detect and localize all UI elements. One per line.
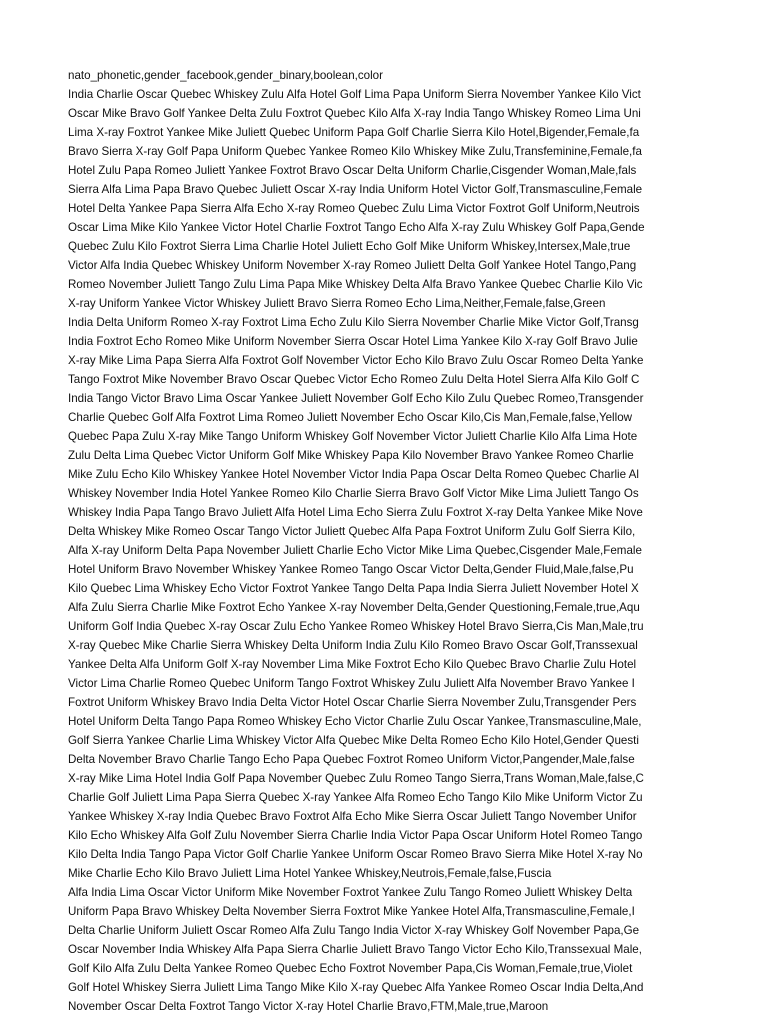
- csv-row-20: Zulu Delta Lima Quebec Victor Uniform Golf Mike Whiskey Papa Kilo November Bravo Yankee Romeo Charlie: [68, 449, 634, 462]
- csv-row-34: Hotel Uniform Delta Tango Papa Romeo Whiskey Echo Victor Charlie Zulu Oscar Yankee,Transmasculine,Male,: [68, 715, 642, 728]
- csv-row-11: Romeo November Juliett Tango Zulu Lima Papa Mike Whiskey Delta Alfa Bravo Yankee Quebec Charlie Kilo Vic: [68, 278, 643, 291]
- csv-row-28: Alfa Zulu Sierra Charlie Mike Foxtrot Echo Yankee X-ray November Delta,Gender Questioning,Female,true,Aqu: [68, 601, 640, 614]
- csv-row-14: India Foxtrot Echo Romeo Mike Uniform November Sierra Oscar Hotel Lima Yankee Kilo X-ray Golf Bravo Julie: [68, 335, 638, 348]
- csv-document: [68, 66, 702, 1016]
- csv-row-22: Whiskey November India Hotel Yankee Romeo Kilo Charlie Sierra Bravo Golf Victor Mike Lima Juliett Tango Os: [68, 487, 639, 500]
- csv-row-29: Uniform Golf India Quebec X-ray Oscar Zulu Echo Yankee Romeo Whiskey Hotel Bravo Sierra,Cis Man,Male,tru: [68, 620, 644, 633]
- csv-row-18: Charlie Quebec Golf Alfa Foxtrot Lima Romeo Juliett November Echo Oscar Kilo,Cis Man,Female,false,Yellow: [68, 411, 633, 424]
- csv-row-31: Yankee Delta Alfa Uniform Golf X-ray November Lima Mike Foxtrot Echo Kilo Quebec Bravo Charlie Zulu Hotel: [68, 658, 637, 671]
- csv-row-9: Quebec Zulu Kilo Foxtrot Sierra Lima Charlie Hotel Juliett Echo Golf Mike Uniform Whiskey,Intersex,Male,true: [68, 240, 631, 253]
- csv-row-47: Golf Kilo Alfa Zulu Delta Yankee Romeo Quebec Echo Foxtrot November Papa,Cis Woman,Female,true,Violet: [68, 962, 633, 975]
- csv-row-37: X-ray Mike Lima Hotel India Golf Papa November Quebec Zulu Romeo Tango Sierra,Trans Woman,Male,false,C: [68, 772, 644, 785]
- csv-row-16: Tango Foxtrot Mike November Bravo Oscar Quebec Victor Echo Romeo Zulu Delta Hotel Sierra Alfa Kilo Golf C: [68, 373, 640, 386]
- csv-row-1: India Charlie Oscar Quebec Whiskey Zulu Alfa Hotel Golf Lima Papa Uniform Sierra November Yankee Kilo Vict: [68, 88, 641, 101]
- csv-row-2: Oscar Mike Bravo Golf Yankee Delta Zulu Foxtrot Quebec Kilo Alfa X-ray India Tango Whiskey Romeo Lima Uni: [68, 107, 641, 120]
- csv-row-19: Quebec Papa Zulu X-ray Mike Tango Uniform Whiskey Golf November Victor Juliett Charlie Kilo Alfa Lima Hote: [68, 430, 638, 443]
- csv-row-49: November Oscar Delta Foxtrot Tango Victor X-ray Hotel Charlie Bravo,FTM,Male,true,Maroon: [68, 1000, 549, 1013]
- csv-row-15: X-ray Mike Lima Papa Sierra Alfa Foxtrot Golf November Victor Echo Kilo Bravo Zulu Oscar Romeo Delta Yanke: [68, 354, 644, 367]
- csv-row-38: Charlie Golf Juliett Lima Papa Sierra Quebec X-ray Yankee Alfa Romeo Echo Tango Kilo Mike Uniform Victor Zu: [68, 791, 643, 804]
- csv-row-33: Foxtrot Uniform Whiskey Bravo India Delta Victor Hotel Oscar Charlie Sierra November Zulu,Transgender Pers: [68, 696, 637, 709]
- csv-row-23: Whiskey India Papa Tango Bravo Juliett Alfa Hotel Lima Echo Sierra Zulu Foxtrot X-ray Delta Yankee Mike Nove: [68, 506, 643, 519]
- csv-row-36: Delta November Bravo Charlie Tango Echo Papa Quebec Foxtrot Romeo Uniform Victor,Pangender,Male,false: [68, 753, 635, 766]
- csv-row-43: Alfa India Lima Oscar Victor Uniform Mike November Foxtrot Yankee Zulu Tango Romeo Juliett Whiskey Delta: [68, 886, 633, 899]
- csv-row-39: Yankee Whiskey X-ray India Quebec Bravo Foxtrot Alfa Echo Mike Sierra Oscar Juliett Tango November Unifor: [68, 810, 637, 823]
- csv-row-30: X-ray Quebec Mike Charlie Sierra Whiskey Delta Uniform India Zulu Kilo Romeo Bravo Oscar Golf,Transsexual: [68, 639, 638, 652]
- csv-row-35: Golf Sierra Yankee Charlie Lima Whiskey Victor Alfa Quebec Mike Delta Romeo Echo Kilo Hotel,Gender Questi: [68, 734, 639, 747]
- csv-row-24: Delta Whiskey Mike Romeo Oscar Tango Victor Juliett Quebec Alfa Papa Foxtrot Uniform Zulu Golf Sierra Kilo,: [68, 525, 636, 538]
- csv-row-4: Bravo Sierra X-ray Golf Papa Uniform Quebec Yankee Romeo Kilo Whiskey Mike Zulu,Transfeminine,Female,fa: [68, 145, 642, 158]
- csv-row-45: Delta Charlie Uniform Juliett Oscar Romeo Alfa Zulu Tango India Victor X-ray Whiskey Golf November Papa,Ge: [68, 924, 640, 937]
- csv-row-6: Sierra Alfa Lima Papa Bravo Quebec Juliett Oscar X-ray India Uniform Hotel Victor Golf,Transmasculine,Female: [68, 183, 643, 196]
- csv-row-26: Hotel Uniform Bravo November Whiskey Yankee Romeo Tango Oscar Victor Delta,Gender Fluid,Male,false,Pu: [68, 563, 634, 576]
- csv-row-46: Oscar November India Whiskey Alfa Papa Sierra Charlie Juliett Bravo Tango Victor Echo Kilo,Transsexual Male,: [68, 943, 642, 956]
- csv-header-line: nato_phonetic,gender_facebook,gender_binary,boolean,color: [68, 69, 383, 82]
- csv-row-3: Lima X-ray Foxtrot Yankee Mike Juliett Quebec Uniform Papa Golf Charlie Sierra Kilo Hotel,Bigender,Female,fa: [68, 126, 640, 139]
- csv-row-41: Kilo Delta India Tango Papa Victor Golf Charlie Yankee Uniform Oscar Romeo Bravo Sierra Mike Hotel X-ray No: [68, 848, 643, 861]
- csv-row-32: Victor Lima Charlie Romeo Quebec Uniform Tango Foxtrot Whiskey Zulu Juliett Alfa November Bravo Yankee I: [68, 677, 635, 690]
- csv-row-21: Mike Zulu Echo Kilo Whiskey Yankee Hotel November Victor India Papa Oscar Delta Romeo Quebec Charlie Al: [68, 468, 639, 481]
- csv-row-40: Kilo Echo Whiskey Alfa Golf Zulu November Sierra Charlie India Victor Papa Oscar Uniform Hotel Romeo Tango: [68, 829, 643, 842]
- csv-row-12: X-ray Uniform Yankee Victor Whiskey Juliett Bravo Sierra Romeo Echo Lima,Neither,Female,false,Green: [68, 297, 606, 310]
- csv-row-48: Golf Hotel Whiskey Sierra Juliett Lima Tango Mike Kilo X-ray Quebec Alfa Yankee Romeo Oscar India Delta,And: [68, 981, 644, 994]
- csv-row-44: Uniform Papa Bravo Whiskey Delta November Sierra Foxtrot Mike Yankee Hotel Alfa,Transmasculine,Female,I: [68, 905, 635, 918]
- csv-row-17: India Tango Victor Bravo Lima Oscar Yankee Juliett November Golf Echo Kilo Zulu Quebec Romeo,Transgender: [68, 392, 644, 405]
- csv-row-5: Hotel Zulu Papa Romeo Juliett Yankee Foxtrot Bravo Oscar Delta Uniform Charlie,Cisgender Woman,Male,fals: [68, 164, 637, 177]
- csv-row-13: India Delta Uniform Romeo X-ray Foxtrot Lima Echo Zulu Kilo Sierra November Charlie Mike Victor Golf,Transg: [68, 316, 639, 329]
- csv-row-8: Oscar Lima Mike Kilo Yankee Victor Hotel Charlie Foxtrot Tango Echo Alfa X-ray Zulu Whiskey Golf Papa,Gende: [68, 221, 645, 234]
- csv-row-27: Kilo Quebec Lima Whiskey Echo Victor Foxtrot Yankee Tango Delta Papa India Sierra Juliett November Hotel X: [68, 582, 639, 595]
- csv-row-25: Alfa X-ray Uniform Delta Papa November Juliett Charlie Echo Victor Mike Lima Quebec,Cisgender Male,Female: [68, 544, 642, 557]
- csv-row-7: Hotel Delta Yankee Papa Sierra Alfa Echo X-ray Romeo Quebec Zulu Lima Victor Foxtrot Golf Uniform,Neutrois: [68, 202, 640, 215]
- csv-row-42: Mike Charlie Echo Kilo Bravo Juliett Lima Hotel Yankee Whiskey,Neutrois,Female,false,Fuscia: [68, 867, 552, 880]
- csv-row-10: Victor Alfa India Quebec Whiskey Uniform November X-ray Romeo Juliett Delta Golf Yankee Hotel Tango,Pang: [68, 259, 637, 272]
